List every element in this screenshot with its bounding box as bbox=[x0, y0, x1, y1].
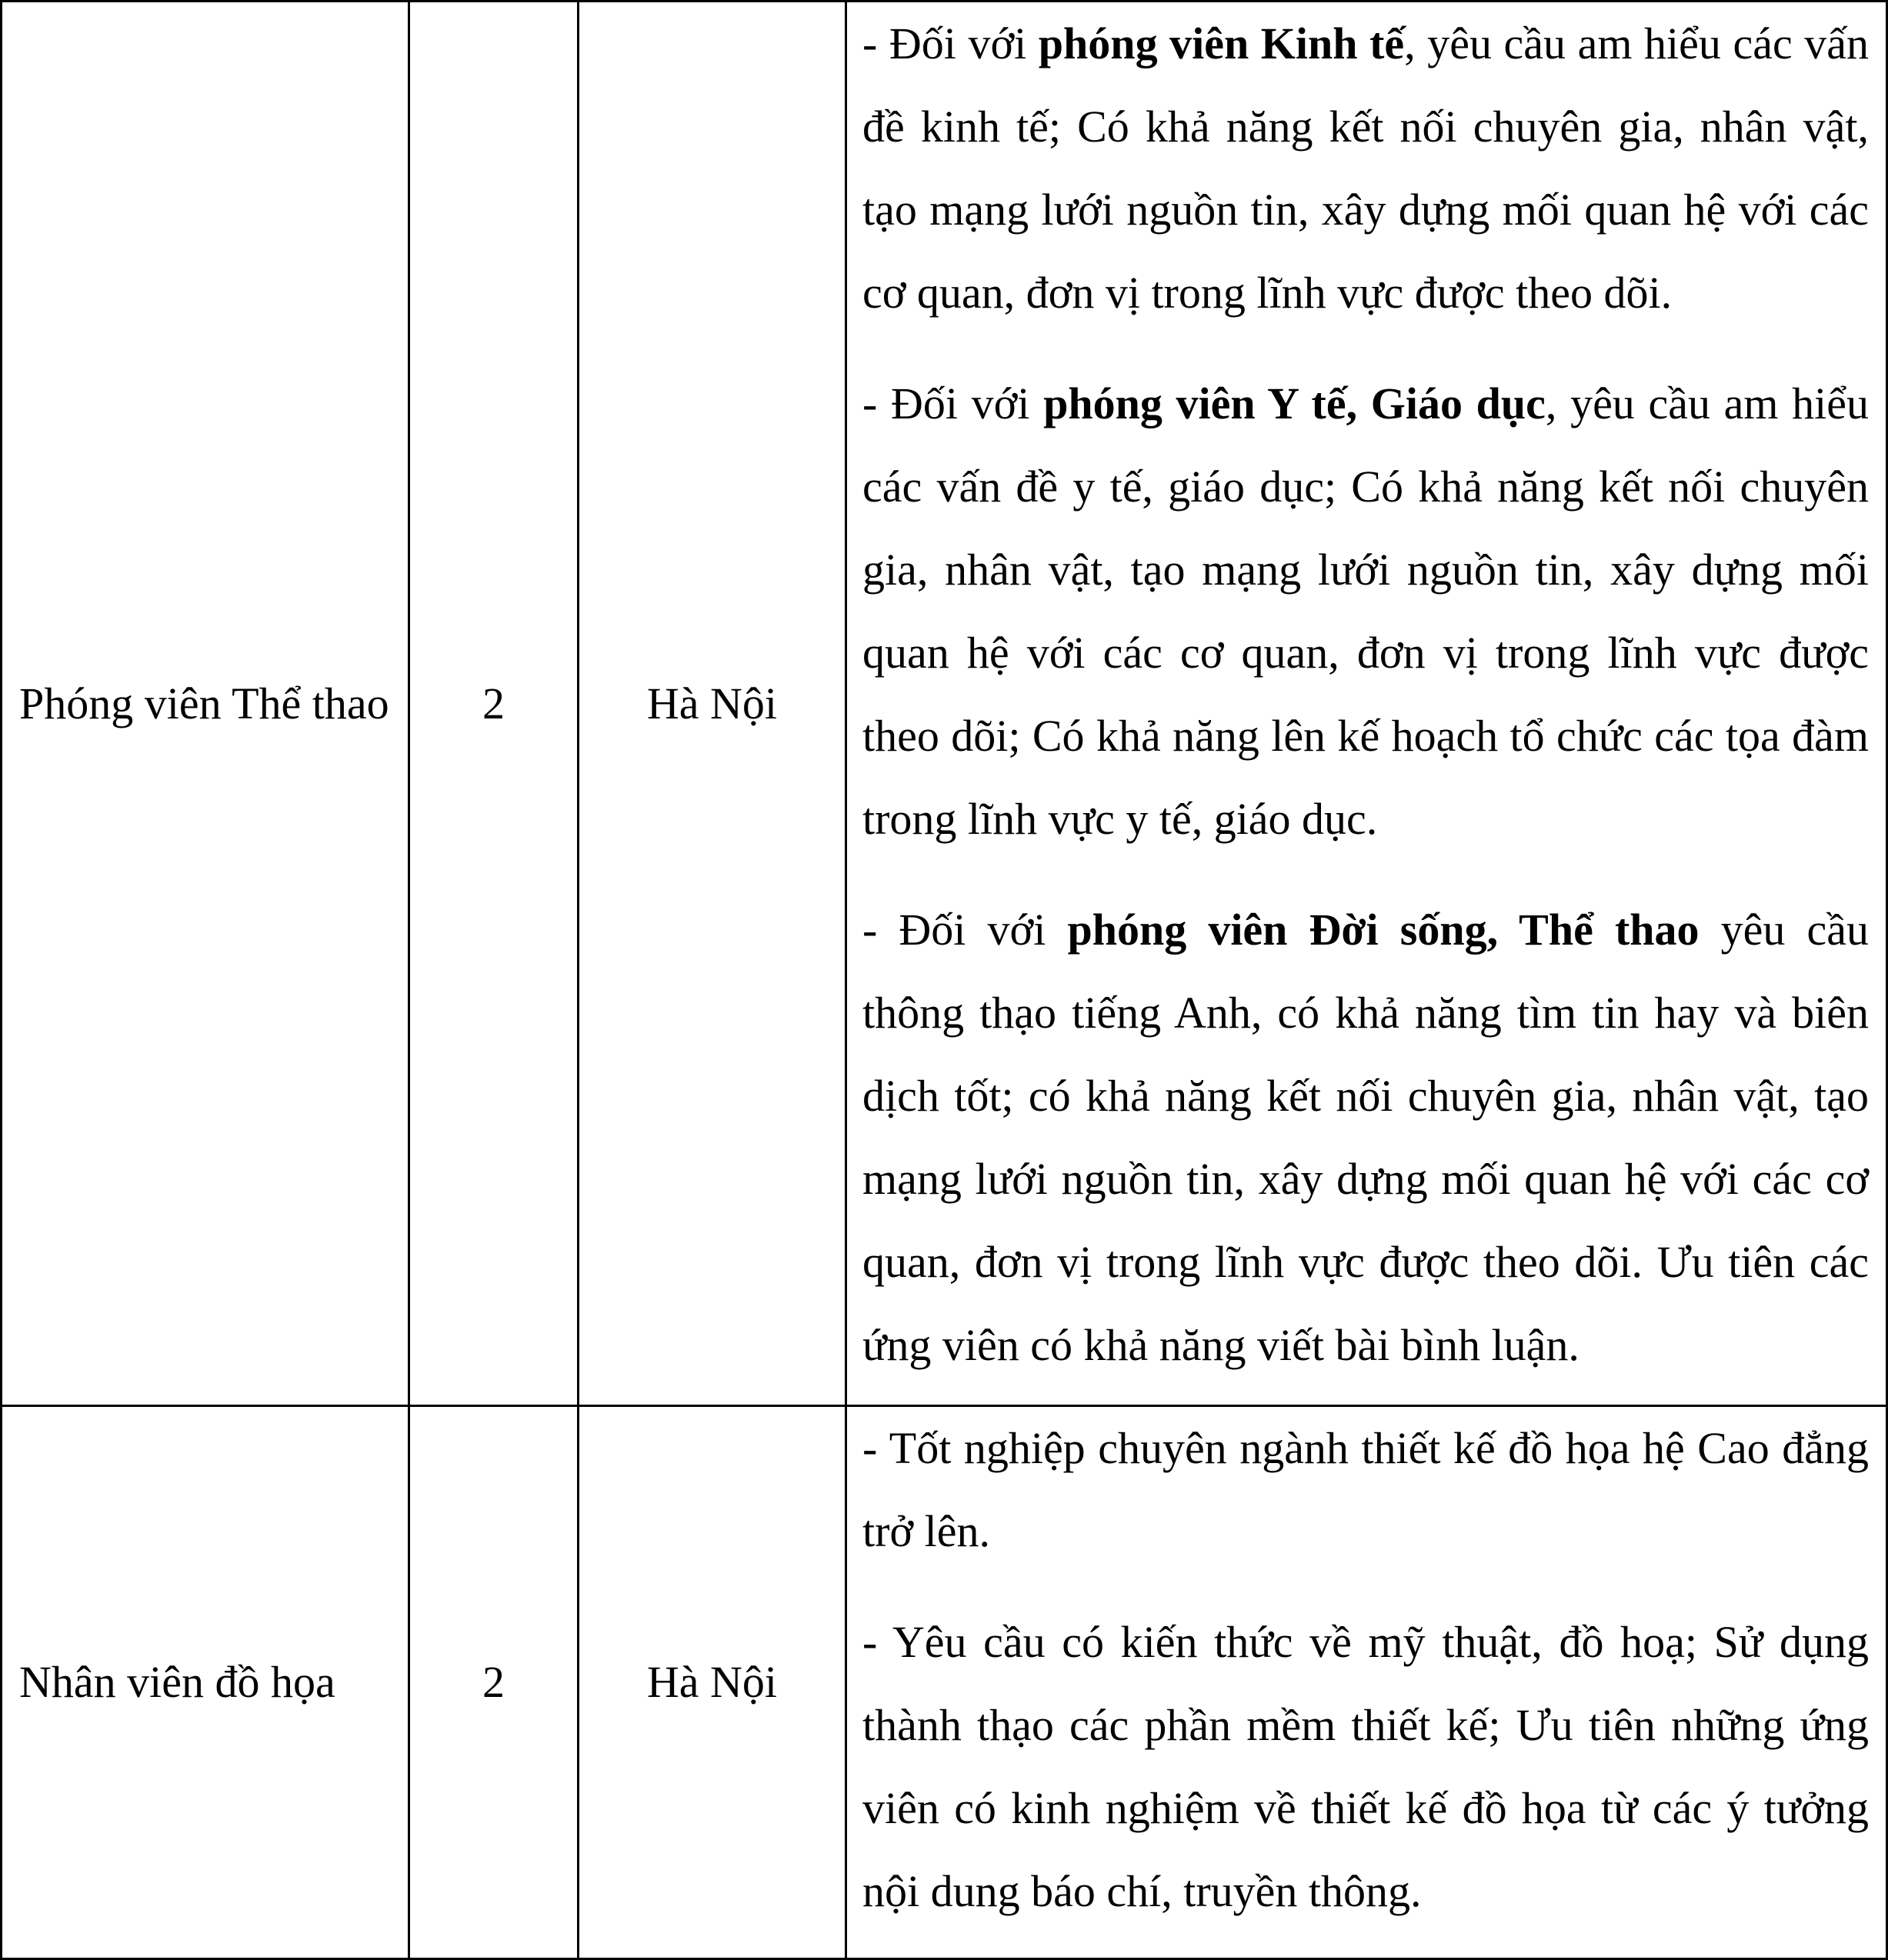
requirement-paragraph: - Yêu cầu có kiến thức về mỹ thuật, đồ hoạ; Sử dụng thành thạo các phần mềm thiết kế; Ưu tiên những ứng viên có kinh nghiệm về thiết kế đồ họa từ các ý tưởng nội dung báo chí, truyền thông. bbox=[862, 1617, 1869, 1916]
requirement-emphasis: phóng viên Đời sống, Thể thao bbox=[1067, 905, 1700, 955]
requirement-emphasis: phóng viên Kinh tế bbox=[1038, 18, 1405, 68]
position-text: Phóng viên Thể thao bbox=[19, 678, 389, 728]
requirements-cell bbox=[846, 1406, 1887, 1959]
location-cell: Hà Nội bbox=[579, 1406, 846, 1959]
quantity-cell: 2 bbox=[409, 1406, 579, 1959]
requirement-emphasis: phóng viên Y tế, Giáo dục bbox=[1043, 378, 1546, 428]
quantity-cell: 2 bbox=[409, 2, 579, 1406]
table-row bbox=[2, 1406, 1887, 1959]
location-cell: Hà Nội bbox=[579, 2, 846, 1406]
table-row bbox=[2, 2, 1887, 1406]
position-cell bbox=[2, 1406, 409, 1959]
position-text: Nhân viên đồ họa bbox=[19, 1657, 335, 1707]
requirement-paragraph: - Đối với phóng viên Kinh tế, yêu cầu am hiểu các vấn đề kinh tế; Có khả năng kết nối chuyên gia, nhân vật, tạo mạng lưới nguồn tin, xây dựng mối quan hệ với các cơ quan, đơn vị trong lĩnh vực được theo dõi. bbox=[862, 18, 1869, 318]
requirement-paragraph: - Tốt nghiệp chuyên ngành thiết kế đồ họa hệ Cao đẳng trở lên. bbox=[862, 1423, 1869, 1556]
requirement-paragraph: - Đối với phóng viên Đời sống, Thể thao yêu cầu thông thạo tiếng Anh, có khả năng tìm tin hay và biên dịch tốt; có khả năng kết nối chuyên gia, nhân vật, tạo mạng lưới nguồn tin, xây dựng mối quan hệ với các cơ quan, đơn vị trong lĩnh vực được theo dõi. Ưu tiên các ứng viên có khả năng viết bài bình luận. bbox=[862, 905, 1869, 1370]
requirements-cell bbox=[846, 2, 1887, 1406]
requirement-paragraph: - Đối với phóng viên Y tế, Giáo dục, yêu cầu am hiểu các vấn đề y tế, giáo dục; Có khả năng kết nối chuyên gia, nhân vật, tạo mạng lưới nguồn tin, xây dựng mối quan hệ với các cơ quan, đơn vị trong lĩnh vực được theo dõi; Có khả năng lên kế hoạch tổ chức các tọa đàm trong lĩnh vực y tế, giáo dục. bbox=[862, 378, 1869, 844]
position-cell bbox=[2, 2, 409, 1406]
